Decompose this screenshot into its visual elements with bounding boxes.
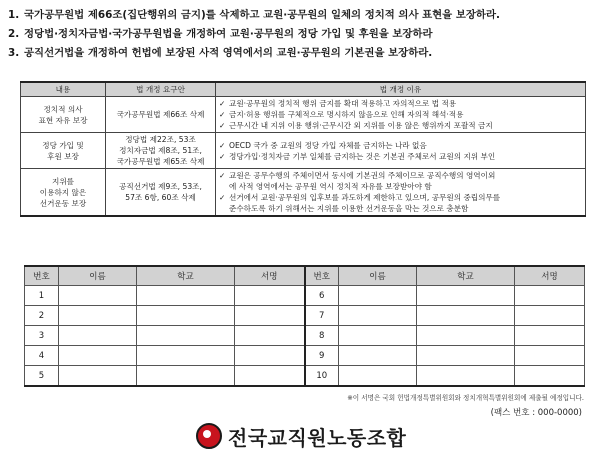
school-field[interactable] xyxy=(417,286,515,306)
header-signature: 서명 xyxy=(235,266,305,286)
check-icon: ✓ xyxy=(219,193,226,202)
name-field[interactable] xyxy=(339,286,417,306)
reason-line xyxy=(219,203,582,214)
signature-field[interactable] xyxy=(515,326,585,346)
row-number: 1 xyxy=(25,286,59,306)
school-field[interactable] xyxy=(137,366,235,387)
name-field[interactable] xyxy=(59,346,137,366)
header-law-proposal: 법 개정 요구안 xyxy=(106,82,216,97)
header-content: 내용 xyxy=(21,82,106,97)
signature-field[interactable] xyxy=(515,306,585,326)
reason-text: OECD 국가 중 교원의 정당 가입 자체를 금지하는 나라 없음 xyxy=(229,140,427,150)
table-row xyxy=(21,97,586,133)
demand-item xyxy=(8,25,594,44)
content-cell xyxy=(21,133,106,169)
demand-text: 공직선거법을 개정하여 헌법에 보장된 사적 영역에서의 교원·공무원의 기본권을 보장하라. xyxy=(24,47,433,59)
fax-number: (팩스 번호 : 000-0000) xyxy=(490,408,582,418)
row-number: 6 xyxy=(305,286,339,306)
signature-row xyxy=(25,306,585,326)
law-line: 국가공무원법 제66조 삭제 xyxy=(116,110,205,119)
law-cell xyxy=(106,133,216,169)
reason-text: 선거에서 교원·공무원의 입후보를 과도하게 제한하고 있으며, 공무원의 중립의무를 xyxy=(229,193,501,202)
demand-number: 2. xyxy=(8,28,20,40)
content-line: 후원 보장 xyxy=(47,151,79,161)
check-icon: ✓ xyxy=(219,121,226,130)
name-field[interactable] xyxy=(59,286,137,306)
reason-line xyxy=(219,120,582,131)
header-signature: 서명 xyxy=(515,266,585,286)
header-school: 학교 xyxy=(137,266,235,286)
law-line: 공직선거법 제9조, 53조, xyxy=(119,182,202,191)
school-field[interactable] xyxy=(417,326,515,346)
content-line: 지위를 xyxy=(51,176,74,186)
name-field[interactable] xyxy=(59,326,137,346)
organization-name: 전국교직원노동조합 xyxy=(228,426,407,450)
name-field[interactable] xyxy=(59,366,137,387)
school-field[interactable] xyxy=(137,306,235,326)
demand-item xyxy=(8,44,594,63)
row-number: 8 xyxy=(305,326,339,346)
name-field[interactable] xyxy=(339,306,417,326)
submission-note: ※이 서명은 국회 헌법개정특별위원회와 정치개혁특별위원회에 제출될 예정입니다. xyxy=(347,394,584,402)
reason-line xyxy=(219,151,582,162)
header-school: 학교 xyxy=(417,266,515,286)
content-line: 정당 가입 및 xyxy=(42,140,84,150)
reason-cell xyxy=(216,169,586,217)
school-field[interactable] xyxy=(417,306,515,326)
table-row xyxy=(21,169,586,217)
signature-field[interactable] xyxy=(515,346,585,366)
row-number: 2 xyxy=(25,306,59,326)
reason-text: 교원·공무원의 정치적 행위 금지를 확대 적용하고 자의적으로 법 적용 xyxy=(229,99,457,108)
school-field[interactable] xyxy=(137,326,235,346)
law-cell xyxy=(106,97,216,133)
school-field[interactable] xyxy=(417,346,515,366)
demand-number: 1. xyxy=(8,9,20,21)
signature-table xyxy=(24,265,585,387)
header-number: 번호 xyxy=(305,266,339,286)
content-line: 정치적 의사 xyxy=(43,104,83,114)
school-field[interactable] xyxy=(137,286,235,306)
demand-text: 정당법·정치자금법·국가공무원법을 개정하여 교원·공무원의 정당 가입 및 후원을 보장하라 xyxy=(24,28,433,40)
check-icon: ✓ xyxy=(219,151,226,161)
reason-text: 준수하도록 하기 위해서는 지위를 이용한 선거운동을 막는 것으로 충분함 xyxy=(229,204,469,213)
row-number: 7 xyxy=(305,306,339,326)
header-name: 이름 xyxy=(59,266,137,286)
header-number: 번호 xyxy=(25,266,59,286)
law-cell xyxy=(106,169,216,217)
header-name: 이름 xyxy=(339,266,417,286)
signature-field[interactable] xyxy=(235,306,305,326)
row-number: 5 xyxy=(25,366,59,387)
law-reform-table xyxy=(20,81,586,217)
law-line: 정치자금법 제8조, 51조, xyxy=(119,146,202,155)
demand-text: 국가공무원법 제66조(집단행위의 금지)를 삭제하고 교원·공무원의 일체의 정치적 의사 표현을 보장하라. xyxy=(24,9,500,21)
name-field[interactable] xyxy=(339,346,417,366)
reason-line xyxy=(219,170,582,181)
reason-text: 교원은 공무수행의 주체이면서 동시에 기본권의 주체이므로 공직수행의 영역이외 xyxy=(229,171,496,180)
reason-text: 금지·허용 행위를 구체적으로 명시하지 않음으로 인해 자의적 해석·적용 xyxy=(229,110,464,119)
law-line: 국가공무원법 제65조 삭제 xyxy=(116,157,205,166)
reason-cell xyxy=(216,97,586,133)
row-number: 4 xyxy=(25,346,59,366)
reason-line xyxy=(219,109,582,120)
union-logo-icon xyxy=(196,423,222,449)
reason-line xyxy=(219,140,582,151)
content-line: 선거운동 보장 xyxy=(39,198,87,208)
check-icon: ✓ xyxy=(219,99,226,108)
reason-text: 정당가입·정치자금 기부 일체를 금지하는 것은 기본권 주체로서 교원의 지위 부인 xyxy=(229,151,496,161)
name-field[interactable] xyxy=(59,306,137,326)
name-field[interactable] xyxy=(339,326,417,346)
school-field[interactable] xyxy=(137,346,235,366)
reason-cell xyxy=(216,133,586,169)
content-cell xyxy=(21,169,106,217)
name-field[interactable] xyxy=(339,366,417,387)
reason-text: 근무시간 내 지위 이용 행위·근무시간 외 지위를 이용 않은 행위까지 포괄적 금지 xyxy=(229,121,493,130)
check-icon: ✓ xyxy=(219,171,226,180)
content-line: 이용하지 않은 xyxy=(39,187,87,197)
row-number: 3 xyxy=(25,326,59,346)
signature-field[interactable] xyxy=(235,286,305,306)
content-cell xyxy=(21,97,106,133)
reason-text: 에 사적 영역에서는 공무원 역시 정치적 자유를 보장받아야 함 xyxy=(229,182,432,191)
signature-field[interactable] xyxy=(235,326,305,346)
demands-list xyxy=(8,6,594,63)
signature-row xyxy=(25,346,585,366)
signature-field[interactable] xyxy=(515,286,585,306)
signature-field[interactable] xyxy=(235,366,305,387)
demand-item xyxy=(8,6,594,25)
demand-number: 3. xyxy=(8,47,20,59)
law-line: 57조 6항, 60조 삭제 xyxy=(125,193,196,202)
reason-line xyxy=(219,98,582,109)
content-line: 표현 자유 보장 xyxy=(38,115,88,125)
law-line: 정당법 제22조, 53조 xyxy=(125,135,196,144)
reason-line xyxy=(219,181,582,192)
row-number: 9 xyxy=(305,346,339,366)
footer xyxy=(0,416,600,456)
table-row xyxy=(21,133,586,169)
reason-line xyxy=(219,192,582,203)
school-field[interactable] xyxy=(417,366,515,387)
header-reason: 법 개정 이유 xyxy=(216,82,586,97)
signature-row xyxy=(25,366,585,387)
check-icon: ✓ xyxy=(219,140,226,150)
row-number: 10 xyxy=(305,366,339,387)
signature-row xyxy=(25,326,585,346)
signature-field[interactable] xyxy=(515,366,585,387)
check-icon: ✓ xyxy=(219,110,226,119)
signature-row xyxy=(25,286,585,306)
signature-field[interactable] xyxy=(235,346,305,366)
